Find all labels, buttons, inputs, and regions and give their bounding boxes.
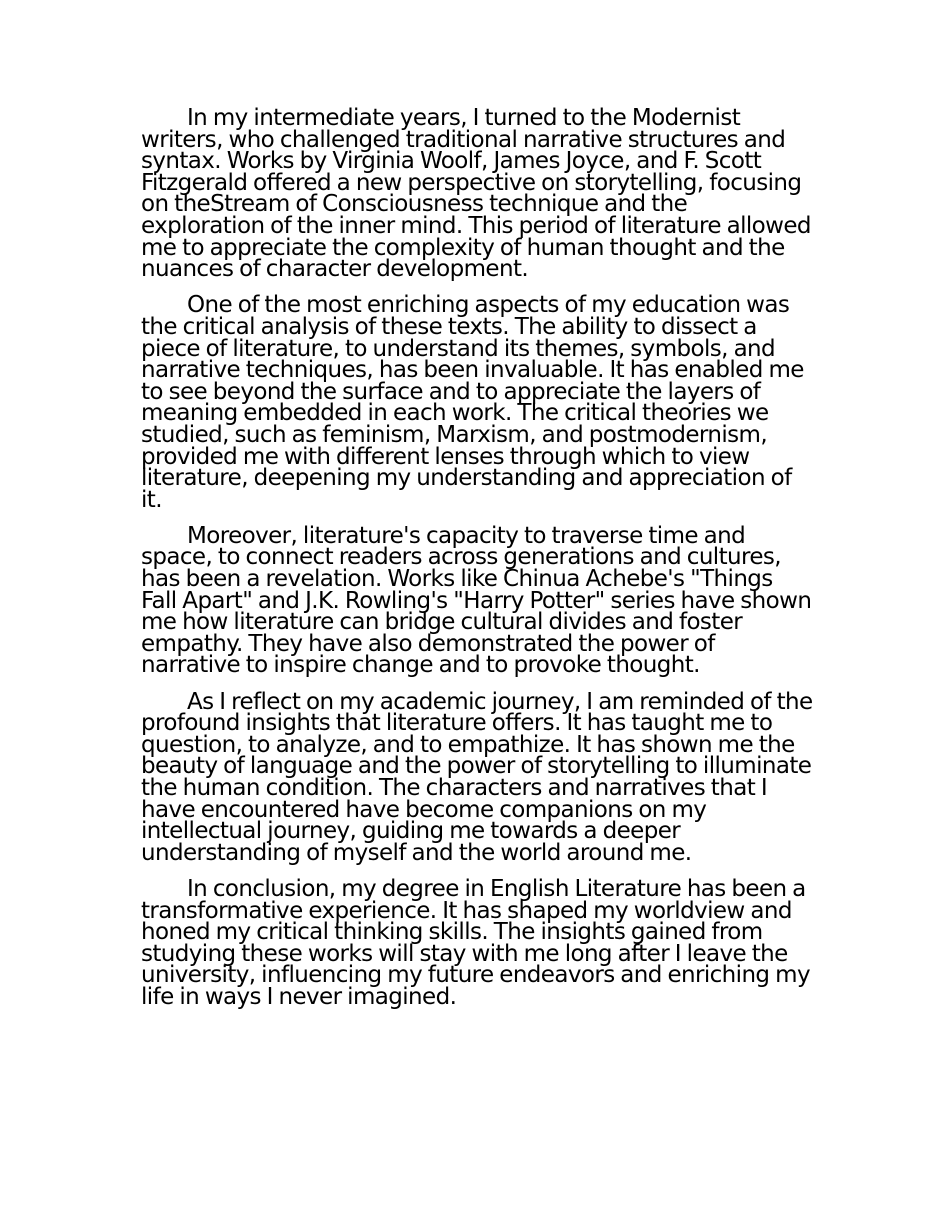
paragraph-academic-journey: As I reflect on my academic journey, I am reminded of the profound insights that literature offers. It has taught me to question, to analyze, and to empathize. It has shown me the beauty of language and the power of storytelling to illuminate the human condition. The characters and narratives that I have encountered have become companions on my intellectual journey, guiding me towards a deeper understanding of myself and the world around me. (141, 688, 813, 866)
paragraph-conclusion: In conclusion, my degree in English Literature has been a transformative experience. It has shaped my worldview and honed my critical thinking skills. The insights gained from studying these works will stay with me long after I leave the university, influencing my future endeavors and enriching my life in ways I never imagined. (141, 875, 810, 1010)
paragraph-critical-analysis: One of the most enriching aspects of my education was the critical analysis of these texts. The ability to dissect a piece of literature, to understand its themes, symbols, and narrative techniques, has been invaluable. It has enabled me to see beyond the surface and to appreciate the layers of meaning embedded in each work. The critical theories we studied, such as feminism, Marxism, and postmodernism, provided me with different lenses through which to view literature, deepening my understanding and appreciation of it. (141, 292, 804, 513)
document-body (141, 105, 813, 1010)
paragraph-modernist-writers: In my intermediate years, I turned to the Modernist writers, who challenged traditional narrative structures and syntax. Works by Virginia Woolf, James Joyce, and F. Scott Fitzgerald offered a new perspective on storytelling, focusing on theStream of Consciousness technique and the exploration of the inner mind. This period of literature allowed me to appreciate the complexity of human thought and the nuances of character development. (141, 105, 811, 283)
paragraph-time-and-space: Moreover, literature's capacity to traverse time and space, to connect readers across generations and cultures, has been a revelation. Works like Chinua Achebe's "Things Fall Apart" and J.K. Rowling's "Harry Potter" series have shown me how literature can bridge cultural divides and foster empathy. They have also demonstrated the power of narrative to inspire change and to provoke thought. (141, 522, 812, 679)
